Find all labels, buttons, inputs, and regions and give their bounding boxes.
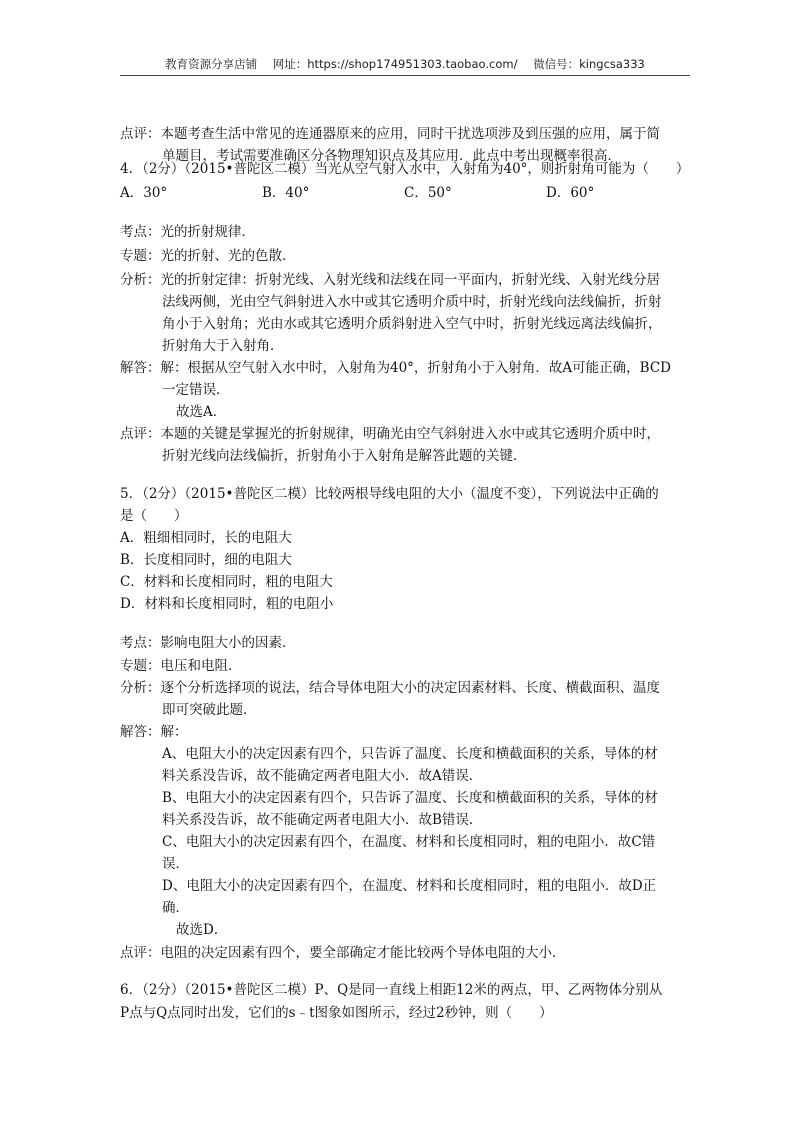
q5-analysis: 分析：逐个分析选择项的说法，结合导体电阻大小的决定因素材料、长度、横截面积、温度 (120, 680, 660, 696)
q5-topic: 考点：影响电阻大小的因素． (120, 635, 296, 651)
q5-answer: D、电阻大小的决定因素有四个，在温度、材料和长度相同时，粗的电阻小．故D正 (162, 878, 657, 894)
q5-answer: 确． (162, 900, 189, 916)
q5-stem: 是（ ） (120, 508, 188, 524)
q6-stem: P点与Q点同时出发，它们的s﹣t图象如图所示，经过2秒钟，则（ ） (120, 1005, 553, 1021)
q4-options (120, 183, 690, 203)
q3-comment-line: 点评：本题考查生活中常见的连通器原来的应用，同时干扰选项涉及到压强的应用，属于简 (120, 126, 660, 142)
header-rule (120, 75, 690, 76)
shop-name: 教育资源分享店铺 (165, 57, 258, 71)
q5-answer: A、电阻大小的决定因素有四个，只告诉了温度、长度和横截面积的关系，导体的材 (162, 746, 658, 762)
q5-answer: B、电阻大小的决定因素有四个，只告诉了温度、长度和横截面积的关系，导体的材 (162, 790, 658, 806)
q5-category: 专题：电压和电阻． (120, 658, 242, 674)
q4-stem: 4．（2分）（2015•普陀区二模）当光从空气射入水中，入射角为40°，则折射角可能为（ ） (120, 161, 690, 177)
q5-answer-label: 解答：解： (120, 724, 188, 740)
q5-choice: 故选D． (176, 922, 228, 938)
q4-answer: 解答：解：根据从空气射入水中时，入射角为40°，折射角小于入射角．故A可能正确，BCD (120, 360, 672, 376)
q4-option-b: B．40° (262, 185, 310, 201)
q4-option-c: C．50° (404, 185, 452, 201)
q4-analysis: 角小于入射角；光由水或其它透明介质斜射进入空气中时，折射光线远离法线偏折， (162, 316, 662, 332)
q5-option-b: B．长度相同时，细的电阻大 (120, 552, 292, 568)
q5-comment: 点评：电阻的决定因素有四个，要全部确定才能比较两个导体电阻的大小． (120, 945, 566, 961)
q5-answer: C、电阻大小的决定因素有四个，在温度、材料和长度相同时，粗的电阻小．故C错 (162, 834, 656, 850)
q4-choice: 故选A． (176, 404, 227, 420)
q4-option-a: A．30° (120, 185, 168, 201)
wechat-id: 微信号：kingcsa333 (533, 57, 645, 71)
q6-stem: 6．（2分）（2015•普陀区二模）P、Q是同一直线上相距12米的两点，甲、乙两物体分别从 (120, 982, 663, 998)
q4-answer: 一定错误． (162, 382, 230, 398)
q4-option-d: D．60° (546, 185, 595, 201)
q4-comment: 点评：本题的关键是掌握光的折射规律，明确光由空气斜射进入水中或其它透明介质中时， (120, 426, 660, 442)
q4-analysis: 分析：光的折射定律：折射光线、入射光线和法线在同一平面内，折射光线、入射光线分居 (120, 272, 660, 288)
q5-answer: 料关系没告诉，故不能确定两者电阻大小．故B错误． (162, 812, 483, 828)
q3-comment-line: 单题目，考试需要准确区分各物理知识点及其应用．此点中考出现概率很高． (162, 148, 621, 164)
q5-answer: 误． (162, 856, 189, 872)
shop-url: 网址：https://shop174951303.taobao.com/ (272, 57, 518, 71)
q5-option-a: A．粗细相同时，长的电阻大 (120, 530, 292, 546)
q4-topic: 考点：光的折射规律． (120, 224, 255, 240)
q5-analysis: 即可突破此题． (162, 702, 257, 718)
q5-stem: 5．（2分）（2015•普陀区二模）比较两根导线电阻的大小（温度不变），下列说法中正确的 (120, 486, 659, 502)
q4-category: 专题：光的折射、光的色散． (120, 248, 296, 264)
q4-analysis: 折射角大于入射角． (162, 338, 284, 354)
page-header (120, 56, 690, 72)
q5-option-d: D．材料和长度相同时，粗的电阻小 (120, 596, 334, 612)
q5-answer: 料关系没告诉，故不能确定两者电阻大小．故A错误． (162, 768, 483, 784)
q4-analysis: 法线两侧，光由空气斜射进入水中或其它透明介质中时，折射光线向法线偏折，折射 (162, 294, 662, 310)
q5-option-c: C．材料和长度相同时，粗的电阻大 (120, 574, 333, 590)
q4-comment: 折射光线向法线偏折，折射角小于入射角是解答此题的关键． (162, 448, 527, 464)
